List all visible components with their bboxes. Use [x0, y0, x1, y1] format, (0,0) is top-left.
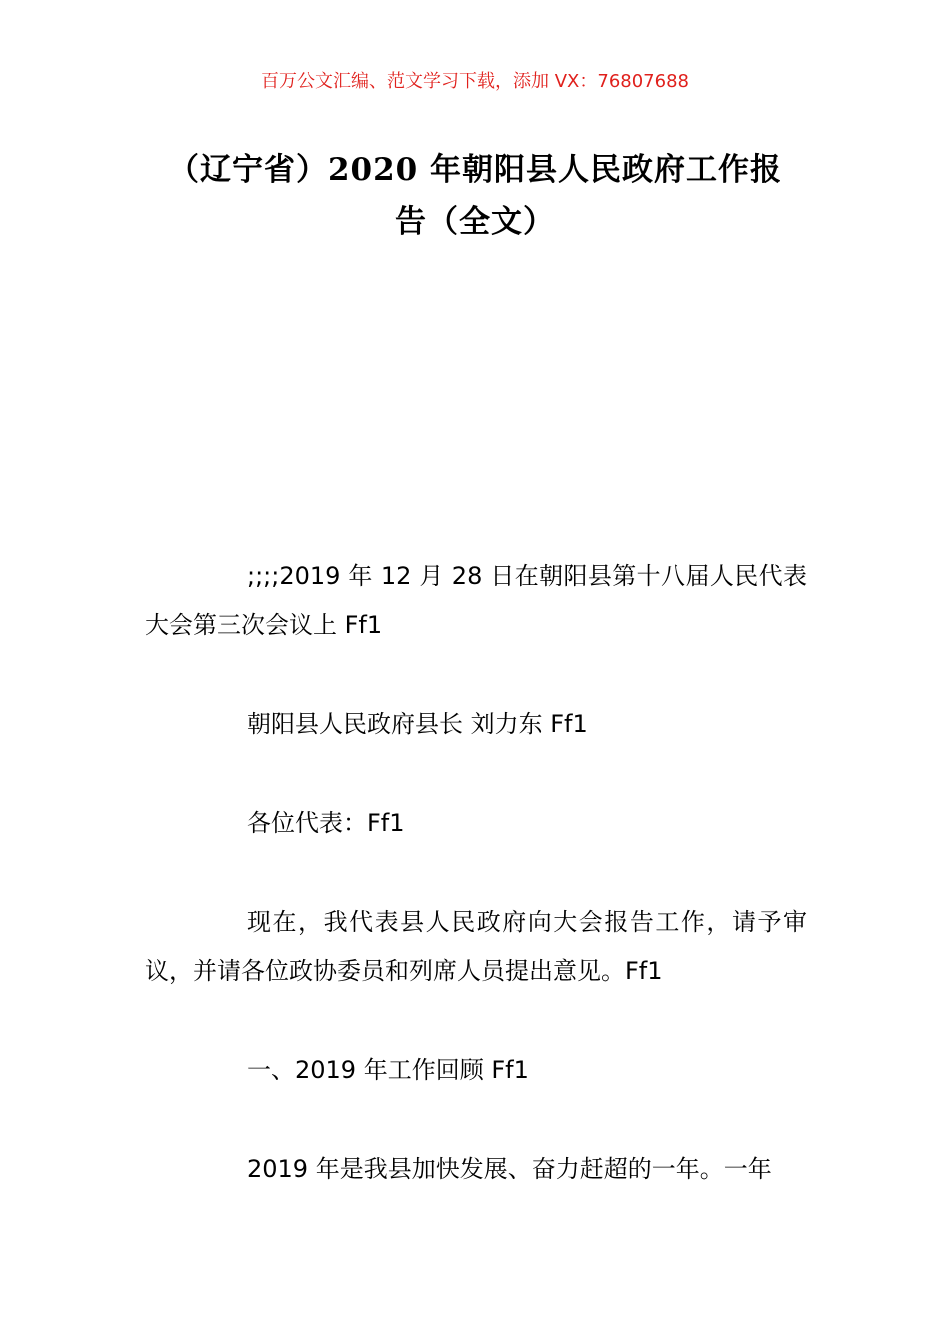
document-body [145, 552, 807, 1194]
paragraph-review-start: 2019 年是我县加快发展、奋力赶超的一年。一年 [247, 1155, 772, 1183]
paragraph-intro: 现在，我代表县人民政府向大会报告工作，请予审议，并请各位政协委员和列席人员提出意见。Ff1 [145, 908, 807, 985]
document-title-line-1: （辽宁省）2020 年朝阳县人民政府工作报 [167, 152, 783, 188]
section-heading-review: 一、2019 年工作回顾 Ff1 [247, 1056, 529, 1084]
paragraph-salutation: 各位代表：Ff1 [247, 809, 405, 837]
paragraph-meeting-info: ;;;;2019 年 12 月 28 日在朝阳县第十八届人民代表大会第三次会议上 Ff1 [145, 562, 807, 639]
header-note: 百万公文汇编、范文学习下载，添加 VX：76807688 [261, 71, 689, 92]
document-title-line-2: 告（全文） [395, 204, 555, 240]
document-title [145, 144, 805, 248]
paragraph-speaker: 朝阳县人民政府县长 刘力东 Ff1 [247, 710, 588, 738]
